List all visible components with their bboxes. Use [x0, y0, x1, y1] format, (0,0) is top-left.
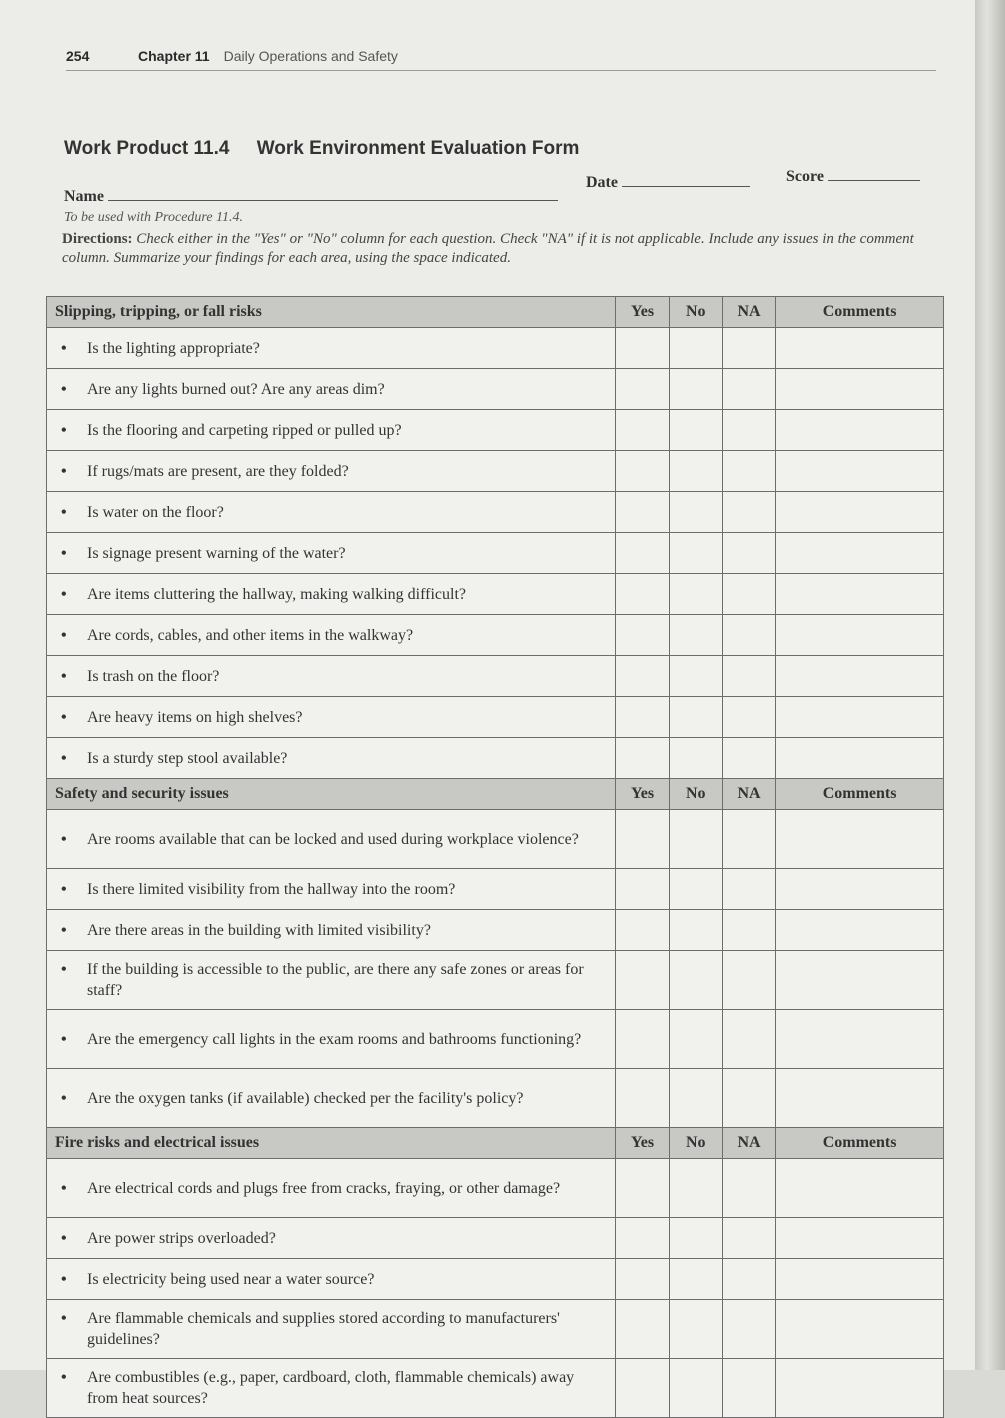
yes-checkbox-cell[interactable] [616, 1359, 669, 1418]
no-checkbox-cell[interactable] [669, 869, 722, 910]
question-text: Are cords, cables, and other items in the walkway? [87, 626, 414, 644]
question-text: Are there areas in the building with limited visibility? [87, 921, 431, 939]
table-row [47, 492, 944, 533]
no-checkbox-cell[interactable] [669, 410, 722, 451]
question-text: Is electricity being used near a water source? [87, 1270, 375, 1288]
bullet-icon: • [61, 380, 67, 398]
question-text: Is trash on the floor? [87, 667, 220, 685]
question-cell [47, 615, 616, 656]
no-checkbox-cell[interactable] [669, 615, 722, 656]
no-checkbox-cell[interactable] [669, 1218, 722, 1259]
na-checkbox-cell[interactable] [722, 451, 775, 492]
question-cell [47, 951, 616, 1010]
na-checkbox-cell[interactable] [722, 869, 775, 910]
table-row [47, 1159, 944, 1218]
yes-checkbox-cell[interactable] [616, 533, 669, 574]
column-header-na: NA [722, 297, 775, 328]
question-cell [47, 1300, 616, 1359]
evaluation-table [46, 296, 944, 1418]
comments-checkbox-cell[interactable] [776, 1259, 944, 1300]
na-checkbox-cell[interactable] [722, 410, 775, 451]
comments-checkbox-cell[interactable] [776, 574, 944, 615]
comments-checkbox-cell[interactable] [776, 1359, 944, 1418]
yes-checkbox-cell[interactable] [616, 697, 669, 738]
yes-checkbox-cell[interactable] [616, 328, 669, 369]
yes-checkbox-cell[interactable] [616, 574, 669, 615]
table-row [47, 910, 944, 951]
question-text: Are the emergency call lights in the exam rooms and bathrooms functioning? [87, 1030, 582, 1048]
question-text: Is there limited visibility from the hallway into the room? [87, 880, 456, 898]
column-header-no: No [669, 297, 722, 328]
table-row [47, 656, 944, 697]
no-checkbox-cell[interactable] [669, 369, 722, 410]
question-text: Are power strips overloaded? [87, 1229, 276, 1247]
table-row [47, 697, 944, 738]
table-row [47, 615, 944, 656]
bullet-icon: • [61, 421, 67, 439]
no-checkbox-cell[interactable] [669, 910, 722, 951]
yes-checkbox-cell[interactable] [616, 1300, 669, 1359]
procedure-note: To be used with Procedure 11.4. [64, 210, 244, 225]
column-header-na: NA [722, 779, 775, 810]
yes-checkbox-cell[interactable] [616, 1218, 669, 1259]
question-text: If rugs/mats are present, are they folded? [87, 462, 349, 480]
question-text: Is signage present warning of the water? [87, 544, 346, 562]
bullet-icon: • [61, 1030, 67, 1048]
na-checkbox-cell[interactable] [722, 738, 775, 779]
section-header [47, 779, 944, 810]
question-cell [47, 1359, 616, 1418]
na-checkbox-cell[interactable] [722, 492, 775, 533]
na-checkbox-cell[interactable] [722, 328, 775, 369]
comments-checkbox-cell[interactable] [776, 810, 944, 869]
question-cell [47, 1218, 616, 1259]
column-header-comments: Comments [776, 297, 944, 328]
no-checkbox-cell[interactable] [669, 1300, 722, 1359]
date-line [622, 186, 750, 187]
table-row [47, 738, 944, 779]
table-row [47, 810, 944, 869]
table-row [47, 410, 944, 451]
question-text: Is water on the floor? [87, 503, 224, 521]
bullet-icon: • [61, 1179, 67, 1197]
no-checkbox-cell[interactable] [669, 492, 722, 533]
na-checkbox-cell[interactable] [722, 1259, 775, 1300]
na-checkbox-cell[interactable] [722, 1069, 775, 1128]
no-checkbox-cell[interactable] [669, 697, 722, 738]
question-cell [47, 869, 616, 910]
column-header-yes: Yes [616, 297, 669, 328]
yes-checkbox-cell[interactable] [616, 951, 669, 1010]
directions-text: Check either in the "Yes" or "No" column for each question. Check "NA" if it is not applicable. Include any issues in the comment column. Summarize your findings for each area, using the space indicated. [62, 231, 914, 266]
bullet-icon: • [61, 667, 67, 685]
comments-checkbox-cell[interactable] [776, 656, 944, 697]
table-row [47, 451, 944, 492]
no-checkbox-cell[interactable] [669, 1159, 722, 1218]
table-row [47, 1300, 944, 1359]
no-checkbox-cell[interactable] [669, 951, 722, 1010]
form-name: Work Environment Evaluation Form [256, 138, 580, 159]
comments-checkbox-cell[interactable] [776, 410, 944, 451]
bullet-icon: • [61, 339, 67, 357]
bullet-icon: • [61, 1229, 67, 1247]
bullet-icon: • [61, 1310, 67, 1327]
yes-checkbox-cell[interactable] [616, 369, 669, 410]
bullet-icon: • [61, 1369, 67, 1386]
bullet-icon: • [61, 749, 67, 767]
table-row [47, 533, 944, 574]
question-cell [47, 1010, 616, 1069]
comments-checkbox-cell[interactable] [776, 1300, 944, 1359]
table-row [47, 951, 944, 1010]
na-checkbox-cell[interactable] [722, 1010, 775, 1069]
section-title: Slipping, tripping, or fall risks [47, 297, 616, 328]
section-header [47, 297, 944, 328]
comments-checkbox-cell[interactable] [776, 697, 944, 738]
bullet-icon: • [61, 961, 67, 978]
yes-checkbox-cell[interactable] [616, 656, 669, 697]
bullet-icon: • [61, 1089, 67, 1107]
question-cell [47, 810, 616, 869]
work-product-label: Work Product 11.4 [64, 138, 230, 159]
question-text: Are flammable chemicals and supplies stored according to manufacturers' guidelines? [87, 1310, 560, 1348]
na-checkbox-cell[interactable] [722, 951, 775, 1010]
yes-checkbox-cell[interactable] [616, 1159, 669, 1218]
yes-checkbox-cell[interactable] [616, 1069, 669, 1128]
bullet-icon: • [61, 830, 67, 848]
page-edge [975, 0, 1005, 1370]
chapter-title: Daily Operations and Safety [223, 48, 398, 64]
name-field [64, 188, 558, 206]
comments-checkbox-cell[interactable] [776, 951, 944, 1010]
table-row [47, 1069, 944, 1128]
yes-checkbox-cell[interactable] [616, 810, 669, 869]
bullet-icon: • [61, 708, 67, 726]
bullet-icon: • [61, 626, 67, 644]
na-checkbox-cell[interactable] [722, 615, 775, 656]
comments-checkbox-cell[interactable] [776, 492, 944, 533]
bullet-icon: • [61, 462, 67, 480]
no-checkbox-cell[interactable] [669, 328, 722, 369]
no-checkbox-cell[interactable] [669, 1359, 722, 1418]
column-header-yes: Yes [616, 1128, 669, 1159]
na-checkbox-cell[interactable] [722, 1218, 775, 1259]
na-checkbox-cell[interactable] [722, 1300, 775, 1359]
table-row [47, 869, 944, 910]
bullet-icon: • [61, 921, 67, 939]
comments-checkbox-cell[interactable] [776, 369, 944, 410]
question-text: Are heavy items on high shelves? [87, 708, 303, 726]
table-row [47, 1359, 944, 1418]
no-checkbox-cell[interactable] [669, 1069, 722, 1128]
comments-checkbox-cell[interactable] [776, 328, 944, 369]
comments-checkbox-cell[interactable] [776, 1010, 944, 1069]
question-cell [47, 697, 616, 738]
yes-checkbox-cell[interactable] [616, 869, 669, 910]
no-checkbox-cell[interactable] [669, 451, 722, 492]
comments-checkbox-cell[interactable] [776, 738, 944, 779]
question-cell [47, 492, 616, 533]
no-checkbox-cell[interactable] [669, 1010, 722, 1069]
bullet-icon: • [61, 503, 67, 521]
table-row [47, 1218, 944, 1259]
section-title: Safety and security issues [47, 779, 616, 810]
question-cell [47, 1259, 616, 1300]
column-header-yes: Yes [616, 779, 669, 810]
yes-checkbox-cell[interactable] [616, 1010, 669, 1069]
header-fields [64, 168, 934, 208]
na-checkbox-cell[interactable] [722, 810, 775, 869]
page-number: 254 [66, 48, 90, 64]
bullet-icon: • [61, 544, 67, 562]
comments-checkbox-cell[interactable] [776, 451, 944, 492]
na-checkbox-cell[interactable] [722, 533, 775, 574]
score-field [786, 168, 920, 186]
question-cell [47, 656, 616, 697]
na-checkbox-cell[interactable] [722, 697, 775, 738]
question-text: If the building is accessible to the public, are there any safe zones or areas for staff? [87, 961, 584, 999]
question-cell [47, 410, 616, 451]
bullet-icon: • [61, 585, 67, 603]
bullet-icon: • [61, 880, 67, 898]
na-checkbox-cell[interactable] [722, 910, 775, 951]
question-cell [47, 533, 616, 574]
column-header-no: No [669, 1128, 722, 1159]
question-text: Are the oxygen tanks (if available) checked per the facility's policy? [87, 1089, 524, 1107]
table-row [47, 369, 944, 410]
directions-label: Directions: [62, 231, 133, 247]
question-text: Are electrical cords and plugs free from cracks, fraying, or other damage? [87, 1179, 561, 1197]
yes-checkbox-cell[interactable] [616, 1259, 669, 1300]
table-row [47, 1010, 944, 1069]
no-checkbox-cell[interactable] [669, 656, 722, 697]
na-checkbox-cell[interactable] [722, 574, 775, 615]
column-header-comments: Comments [776, 1128, 944, 1159]
column-header-na: NA [722, 1128, 775, 1159]
column-header-no: No [669, 779, 722, 810]
no-checkbox-cell[interactable] [669, 1259, 722, 1300]
na-checkbox-cell[interactable] [722, 1159, 775, 1218]
question-cell [47, 328, 616, 369]
yes-checkbox-cell[interactable] [616, 492, 669, 533]
question-cell [47, 369, 616, 410]
form-title [64, 138, 579, 160]
question-text: Are any lights burned out? Are any areas dim? [87, 380, 385, 398]
running-head [66, 48, 936, 71]
no-checkbox-cell[interactable] [669, 533, 722, 574]
score-line [828, 180, 920, 181]
question-cell [47, 1159, 616, 1218]
question-text: Are rooms available that can be locked and used during workplace violence? [87, 830, 579, 848]
name-label: Name [64, 188, 104, 205]
comments-checkbox-cell[interactable] [776, 1069, 944, 1128]
table-row [47, 328, 944, 369]
yes-checkbox-cell[interactable] [616, 615, 669, 656]
question-text: Is the flooring and carpeting ripped or pulled up? [87, 421, 402, 439]
question-text: Is the lighting appropriate? [87, 339, 260, 357]
na-checkbox-cell[interactable] [722, 369, 775, 410]
comments-checkbox-cell[interactable] [776, 910, 944, 951]
na-checkbox-cell[interactable] [722, 1359, 775, 1418]
date-label: Date [586, 174, 618, 191]
question-cell [47, 451, 616, 492]
no-checkbox-cell[interactable] [669, 574, 722, 615]
table-row [47, 1259, 944, 1300]
chapter-label: Chapter 11 [138, 48, 210, 64]
question-cell [47, 910, 616, 951]
comments-checkbox-cell[interactable] [776, 615, 944, 656]
no-checkbox-cell[interactable] [669, 810, 722, 869]
comments-checkbox-cell[interactable] [776, 869, 944, 910]
column-header-comments: Comments [776, 779, 944, 810]
section-header [47, 1128, 944, 1159]
section-title: Fire risks and electrical issues [47, 1128, 616, 1159]
question-text: Is a sturdy step stool available? [87, 749, 288, 767]
question-cell [47, 738, 616, 779]
question-text: Are items cluttering the hallway, making walking difficult? [87, 585, 467, 603]
date-field [586, 174, 750, 192]
yes-checkbox-cell[interactable] [616, 451, 669, 492]
name-line [108, 200, 558, 201]
comments-checkbox-cell[interactable] [776, 1218, 944, 1259]
comments-checkbox-cell[interactable] [776, 1159, 944, 1218]
yes-checkbox-cell[interactable] [616, 910, 669, 951]
score-label: Score [786, 168, 824, 185]
no-checkbox-cell[interactable] [669, 738, 722, 779]
bullet-icon: • [61, 1270, 67, 1288]
yes-checkbox-cell[interactable] [616, 410, 669, 451]
na-checkbox-cell[interactable] [722, 656, 775, 697]
comments-checkbox-cell[interactable] [776, 533, 944, 574]
question-text: Are combustibles (e.g., paper, cardboard, cloth, flammable chemicals) away from heat sources? [87, 1369, 575, 1407]
question-cell [47, 1069, 616, 1128]
directions [62, 230, 928, 268]
table-row [47, 574, 944, 615]
question-cell [47, 574, 616, 615]
yes-checkbox-cell[interactable] [616, 738, 669, 779]
evaluation-table-body [47, 297, 944, 1418]
